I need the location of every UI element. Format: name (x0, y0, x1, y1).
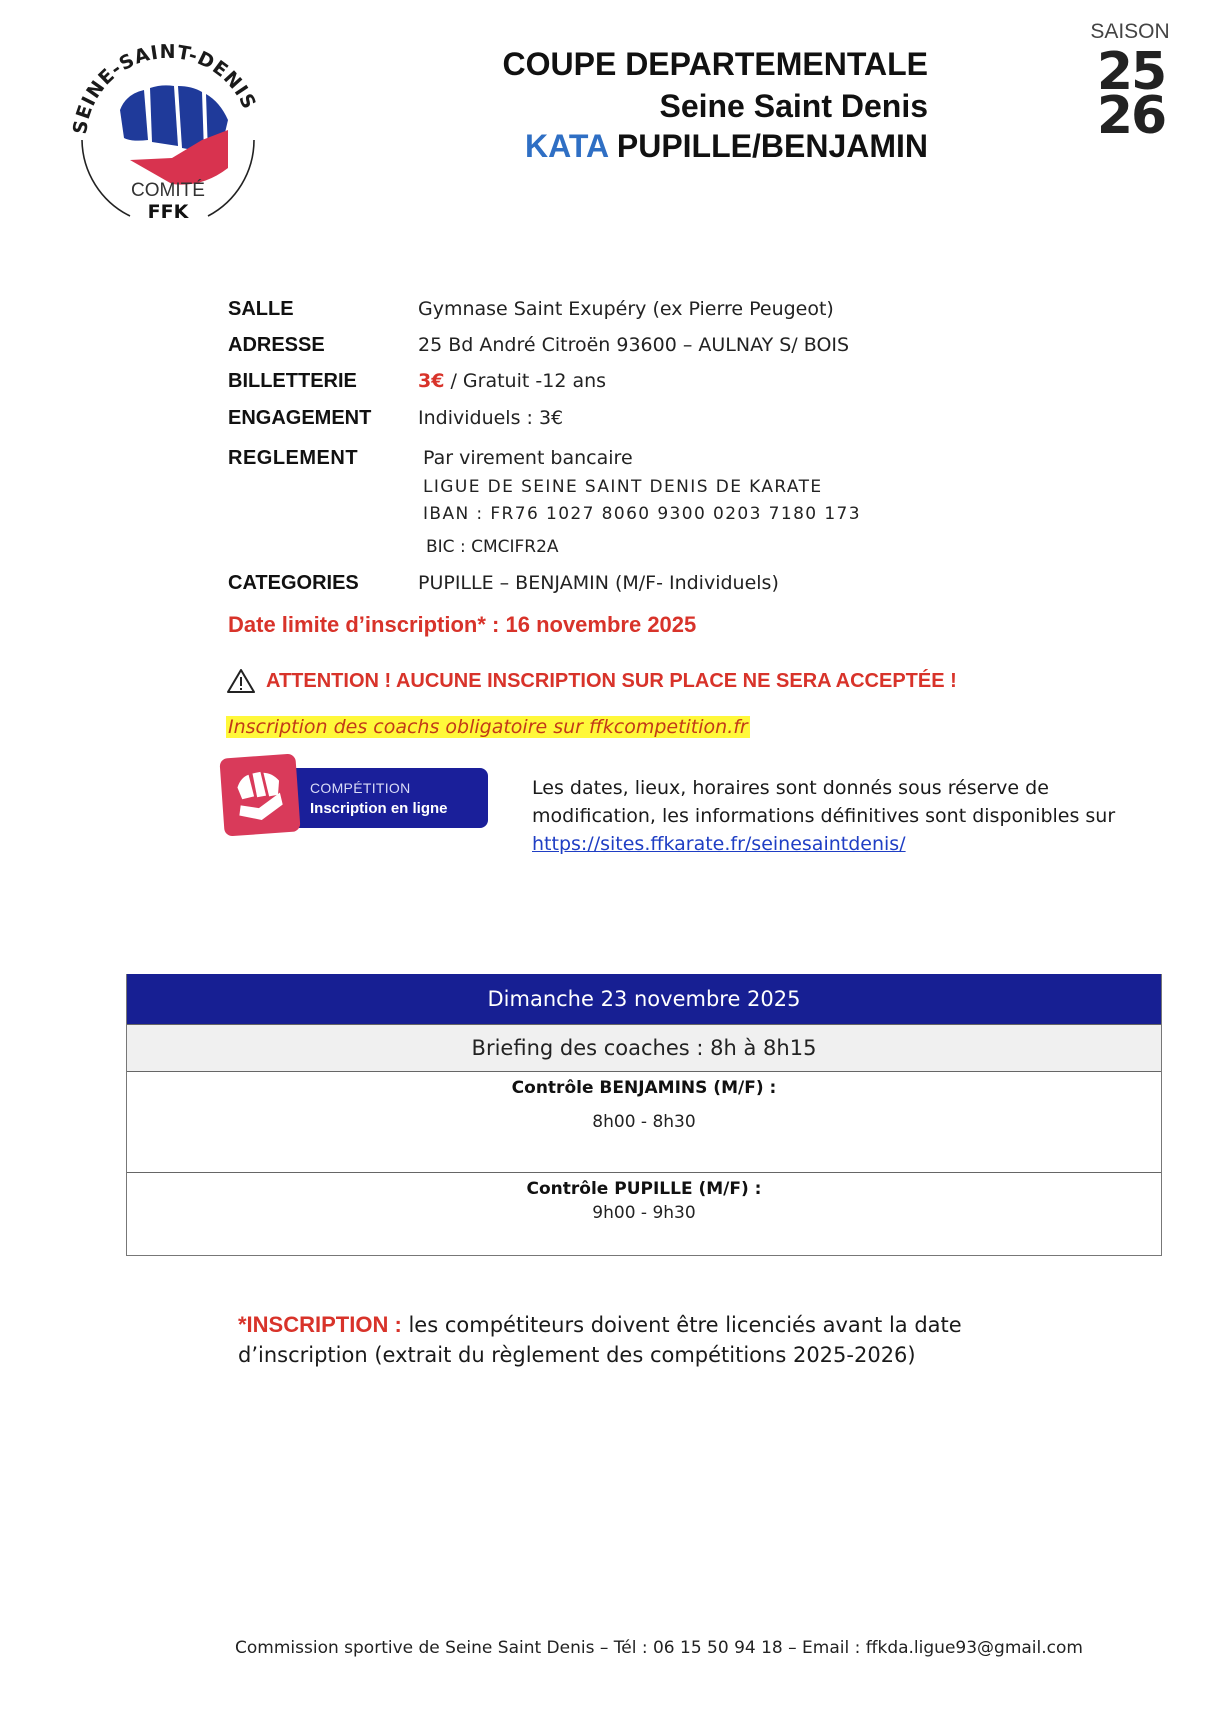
control-title: Contrôle BENJAMINS (M/F) : (511, 1078, 777, 1098)
schedule-briefing: Briefing des coaches : 8h à 8h15 (127, 1024, 1161, 1072)
contact-footer: Commission sportive de Seine Saint Denis – Tél : 06 15 50 94 18 – Email : ffkda.ligue93@gmail.com (235, 1638, 1083, 1658)
title-kata: KATA (525, 128, 608, 164)
logo-arc-text: SEINE-SAINT-DENIS (69, 41, 261, 136)
value-reglement-iban: IBAN : FR76 1027 8060 9300 0203 7180 173 (423, 504, 861, 524)
control-title: Contrôle PUPILLE (M/F) : (526, 1179, 762, 1199)
value-billetterie (418, 370, 606, 392)
attention-text: ATTENTION ! AUCUNE INSCRIPTION SUR PLACE NE SERA ACCEPTÉE ! (266, 669, 957, 692)
value-salle: Gymnase Saint Exupéry (ex Pierre Peugeot) (418, 298, 834, 320)
season-label: SAISON (1090, 20, 1170, 43)
control-time: 8h00 - 8h30 (592, 1112, 696, 1132)
badge-line-1: COMPÉTITION (310, 780, 411, 796)
title-line-1: COUPE DEPARTEMENTALE (502, 46, 928, 82)
schedule-row (127, 1072, 1161, 1173)
logo-comite-text: COMITÉ (131, 180, 205, 201)
label-billetterie: BILLETTERIE (228, 370, 357, 392)
value-engagement: Individuels : 3€ (418, 407, 564, 429)
comite-ffk-logo (52, 28, 284, 250)
online-registration-badge[interactable] (222, 756, 488, 840)
ticket-note: / Gratuit -12 ans (444, 370, 607, 392)
coach-registration-note: Inscription des coachs obligatoire sur ffkcompetition.fr (228, 716, 748, 738)
logo-ffk-text: FFK (147, 201, 189, 223)
control-time: 9h00 - 9h30 (592, 1203, 696, 1223)
schedule-row (127, 1173, 1161, 1255)
footnote-text: les compétiteurs doivent être licenciés avant la date d’inscription (extrait du règlement des compétitions 2025-2026) (238, 1313, 962, 1367)
schedule-table (126, 974, 1162, 1256)
value-reglement-beneficiary: LIGUE DE SEINE SAINT DENIS DE KARATE (423, 477, 823, 497)
warning-triangle-icon (226, 668, 256, 694)
schedule-date: Dimanche 23 novembre 2025 (127, 974, 1161, 1024)
fist-icon (219, 753, 300, 836)
footnote-label: *INSCRIPTION : (238, 1312, 402, 1337)
value-adresse: 25 Bd André Citroën 93600 – AULNAY S/ BOIS (418, 334, 850, 356)
label-reglement: REGLEMENT (228, 447, 359, 469)
label-salle: SALLE (228, 298, 294, 320)
label-categories: CATEGORIES (228, 572, 359, 594)
season-year-end: 26 (1096, 86, 1166, 146)
fist-icon (120, 85, 228, 184)
registration-footnote (238, 1310, 1038, 1370)
ffkarate-site-link[interactable]: https://sites.ffkarate.fr/seinesaintdenis/ (532, 833, 906, 855)
title-line-3 (525, 130, 928, 162)
value-reglement-bic: BIC : CMCIFR2A (426, 537, 559, 557)
disclaimer-text (532, 774, 1132, 858)
title-category: PUPILLE/BENJAMIN (607, 128, 928, 164)
registration-deadline: Date limite d’inscription* : 16 novembre 2025 (228, 612, 697, 637)
attention-banner (226, 668, 957, 694)
value-reglement-method: Par virement bancaire (423, 447, 633, 469)
ticket-price: 3€ (418, 370, 445, 392)
label-engagement: ENGAGEMENT (228, 407, 372, 429)
disclaimer-body: Les dates, lieux, horaires sont donnés sous réserve de modification, les informations définitives sont disponibles sur (532, 777, 1116, 827)
label-adresse: ADRESSE (228, 334, 325, 356)
season-year-start: 25 (1096, 42, 1166, 102)
value-categories: PUPILLE – BENJAMIN (M/F- Individuels) (418, 572, 779, 594)
badge-fist-tile (219, 753, 300, 836)
title-line-2: Seine Saint Denis (659, 88, 928, 124)
badge-line-2: Inscription en ligne (310, 800, 448, 817)
